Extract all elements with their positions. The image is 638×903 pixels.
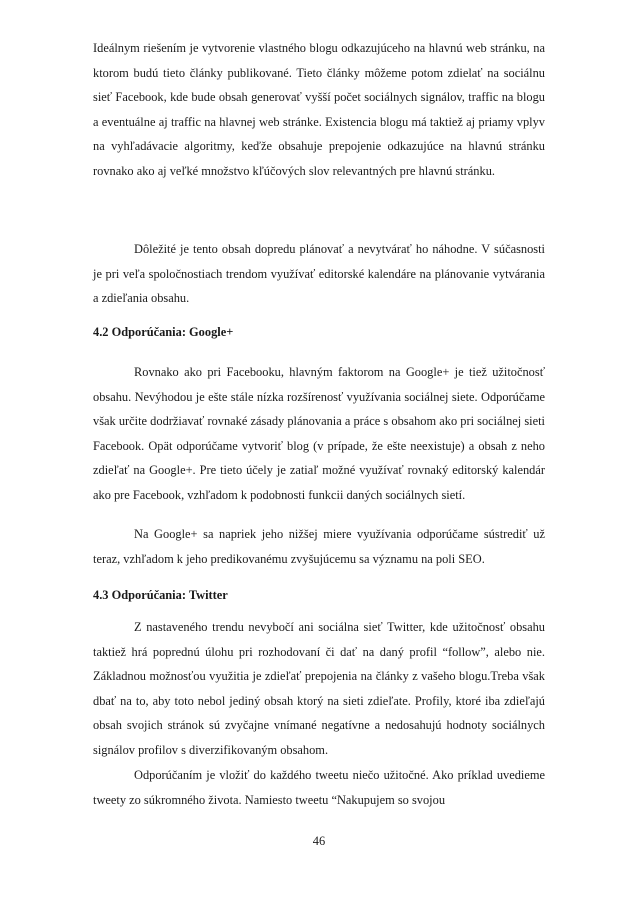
- paragraph-google-plus-content: Rovnako ako pri Facebooku, hlavným faktorom na Google+ je tiež užitočnosť obsahu. Nevýhodou je ešte stále nízka rozšírenosť využívania sociálnej siete. Odporúčame však určite dodržiavať rovnaké zásady plánovania a práce s obsahom ako pri sociálnej sieti Facebook. Opät odporúčame vytvoriť blog (v prípade, že ešte neexistuje) a obsah z neho zdieľať na Google+. Pre tieto účely je zatiaľ možné využívať rovnaký editorský kalendár ako pre Facebook, vzhľadom k podobnosti funkcii daných sociálnych sietí.: [93, 365, 545, 502]
- paragraph-blog-recommendation: Ideálnym riešením je vytvorenie vlastného blogu odkazujúceho na hlavnú web stránku, na ktorom budú tieto články publikované. Tieto články môžeme potom zdielať na sociálnu sieť Facebook, kde bude obsah generovať vyšší počet sociálnych signálov, traffic na blogu a eventuálne aj traffic na hlavnej web stránke. Existencia blogu má taktiež aj priamy vplyv na vyhľadávacie algoritmy, keďže obsahuje prepojenie odkazujúce na hlavnú stránku rovnako ako aj veľké množstvo kľúčových slov relevantných pre hlavnú stránku.: [93, 41, 545, 178]
- page-number: 46: [312, 834, 326, 848]
- paragraph-content-planning: Dôležité je tento obsah dopredu plánovať a nevytvárať ho náhodne. V súčasnosti je pri veľa spoločnostiach trendom využívať editorské kalendáre na plánovanie vytvárania a zdieľania obsahu.: [93, 242, 545, 306]
- section-heading-google-plus: 4.2 Odporúčania: Google+: [93, 325, 234, 339]
- section-heading-twitter: 4.3 Odporúčania: Twitter: [93, 588, 228, 602]
- paragraph-tweet-advice: Odporúčaním je vložiť do každého tweetu niečo užitočné. Ako príklad uvedieme tweety zo súkromného života. Namiesto tweetu “Nakupujem so svojou: [93, 768, 545, 807]
- paragraph-google-plus-seo: Na Google+ sa napriek jeho nižšej miere využívania odporúčame sústrediť už teraz, vzhľadom k jeho predikovanému zvyšujúcemu sa významu na poli SEO.: [93, 527, 545, 566]
- paragraph-twitter-content: Z nastaveného trendu nevybočí ani sociálna sieť Twitter, kde užitočnosť obsahu taktiež hrá poprednú úlohu pri rozhodovaní či dať na daný profil “follow”, alebo nie. Základnou možnosťou využitia je zdieľať prepojenia na články z vašeho blogu.Treba však dbať na to, aby toto nebol jediný obsah ktorý na sieti zdieľate. Profily, ktoré iba zdieľajú obsah svojich stránok sú zvyčajne vnímané negatívne a nedosahujú hodnoty sociálnych signálov profilov s diverzifikovaným obsahom.: [93, 620, 545, 757]
